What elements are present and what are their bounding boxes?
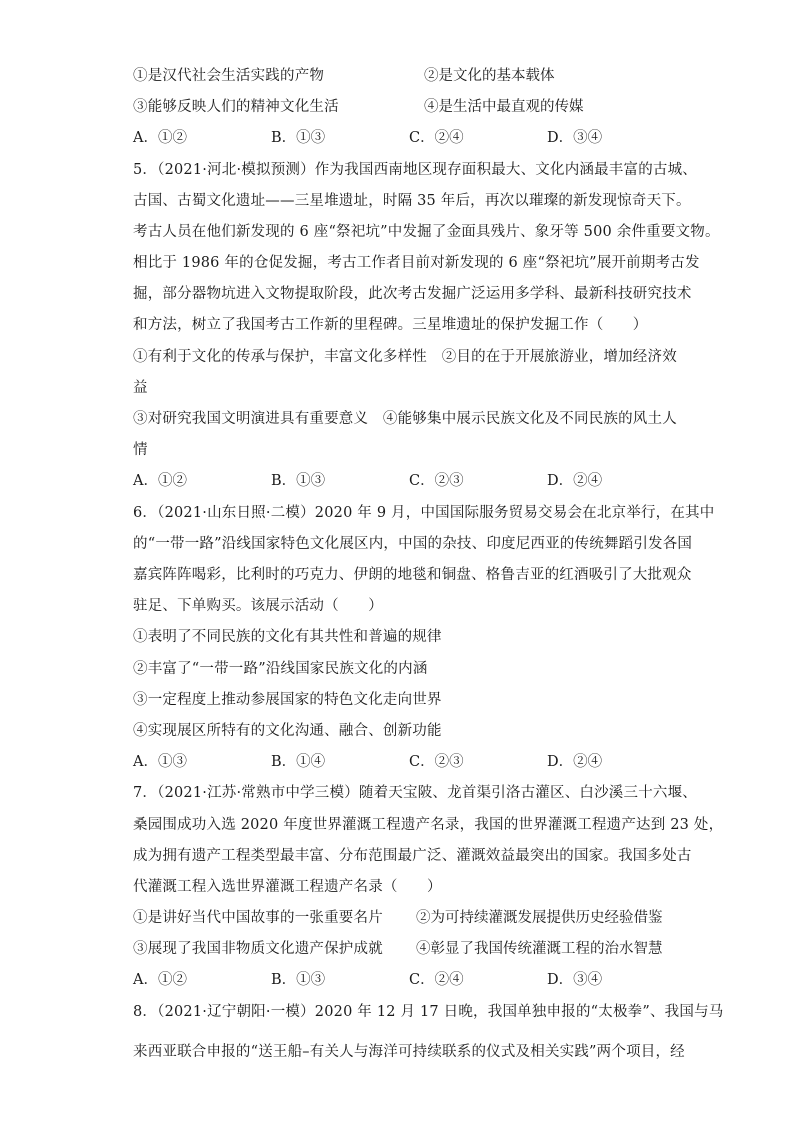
q7-answer-c: C．②④ bbox=[409, 972, 464, 988]
q7-answer-d: D．③④ bbox=[547, 972, 603, 988]
q4-option-2: ②是文化的基本载体 bbox=[424, 68, 555, 84]
q4-answer-a: A．①② bbox=[133, 130, 187, 146]
q5-answer-d: D．②④ bbox=[547, 473, 603, 489]
q6-answer-b: B．①④ bbox=[271, 754, 326, 770]
q5-answer-a: A．①② bbox=[133, 473, 187, 489]
q4-answer-c: C．②④ bbox=[409, 130, 464, 146]
q8-line-1: 8．（2021·辽宁朝阳·一模）2020 年 12 月 17 日晚，我国单独申报的“太极拳”、我国与马 bbox=[133, 1004, 724, 1020]
q5-line-1: 5．（2021·河北·模拟预测）作为我国西南地区现存面积最大、文化内涵最丰富的古城、 bbox=[133, 162, 697, 178]
q5-line-5: 掘，部分器物坑进入文物提取阶段，此次考古发掘广泛运用多学科、最新科技研究技术 bbox=[133, 286, 692, 302]
q7-option-1: ①是讲好当代中国故事的一张重要名片 bbox=[133, 910, 383, 926]
q6-line-6: ②丰富了“一带一路”沿线国家民族文化的内涵 bbox=[133, 661, 428, 677]
q7-option-2: ②为可持续灌溉发展提供历史经验借鉴 bbox=[416, 910, 663, 926]
q6-line-8: ④实现展区所特有的文化沟通、融合、创新功能 bbox=[133, 723, 442, 739]
q8-line-2: 来西亚联合申报的“送王船–有关人与海洋可持续联系的仪式及相关实践”两个项目，经 bbox=[133, 1044, 685, 1060]
q5-line-8: 益 bbox=[133, 380, 148, 396]
q5-line-3: 考古人员在他们新发现的 6 座“祭祀坑”中发掘了金面具残片、象牙等 500 余件重要文物。 bbox=[133, 224, 720, 240]
q5-answer-c: C．②③ bbox=[409, 473, 464, 489]
q6-answer-c: C．②③ bbox=[409, 754, 464, 770]
q7-line-3: 成为拥有遗产工程类型最丰富、分布范围最广泛、灌溉效益最突出的国家。我国多处古 bbox=[133, 848, 692, 864]
q7-line-4: 代灌溉工程入选世界灌溉工程遗产名录（ ） bbox=[133, 879, 442, 895]
q7-line-1: 7．（2021·江苏·常熟市中学三模）随着天宝陂、龙首渠引洛古灌区、白沙溪三十六堰、 bbox=[133, 785, 697, 801]
q4-answer-d: D．③④ bbox=[547, 130, 603, 146]
q7-option-4: ④彰显了我国传统灌溉工程的治水智慧 bbox=[416, 941, 663, 957]
q7-line-2: 桑园围成功入选 2020 年度世界灌溉工程遗产名录，我国的世界灌溉工程遗产达到 23 处， bbox=[133, 817, 724, 833]
q4-option-3: ③能够反映人们的精神文化生活 bbox=[133, 99, 339, 115]
q6-answer-d: D．②④ bbox=[547, 754, 603, 770]
q5-line-2: 古国、古蜀文化遗址——三星堆遗址，时隔 35 年后，再次以璀璨的新发现惊奇天下。 bbox=[133, 193, 691, 209]
q5-line-7: ①有利于文化的传承与保护，丰富文化多样性 ②目的在于开展旅游业，增加经济效 bbox=[133, 349, 677, 365]
q5-line-6: 和方法，树立了我国考古工作新的里程碑。三星堆遗址的保护发掘工作（ ） bbox=[133, 317, 648, 333]
q6-line-5: ①表明了不同民族的文化有其共性和普遍的规律 bbox=[133, 629, 442, 645]
q4-option-1: ①是汉代社会生活实践的产物 bbox=[133, 68, 325, 84]
q5-line-4: 相比于 1986 年的仓促发掘，考古工作者目前对新发现的 6 座“祭祀坑”展开前期考古发 bbox=[133, 255, 700, 271]
q4-option-4: ④是生活中最直观的传媒 bbox=[424, 99, 584, 115]
q6-line-1: 6．（2021·山东日照·二模）2020 年 9 月，中国国际服务贸易交易会在北京举行，在其中 bbox=[133, 505, 715, 521]
q5-line-10: 情 bbox=[133, 442, 148, 458]
q7-option-3: ③展现了我国非物质文化遗产保护成就 bbox=[133, 941, 383, 957]
q6-line-7: ③一定程度上推动参展国家的特色文化走向世界 bbox=[133, 692, 442, 708]
q6-answer-a: A．①③ bbox=[133, 754, 187, 770]
q5-answer-b: B．①③ bbox=[271, 473, 326, 489]
q4-answer-b: B．①③ bbox=[271, 130, 326, 146]
q6-line-2: 的“一带一路”沿线国家特色文化展区内，中国的杂技、印度尼西亚的传统舞蹈引发各国 bbox=[133, 536, 693, 552]
q7-answer-a: A．①② bbox=[133, 972, 187, 988]
q6-line-4: 驻足、下单购买。该展示活动（ ） bbox=[133, 598, 383, 614]
q7-answer-b: B．①③ bbox=[271, 972, 326, 988]
q5-line-9: ③对研究我国文明演进具有重要意义 ④能够集中展示民族文化及不同民族的风土人 bbox=[133, 411, 677, 427]
q6-line-3: 嘉宾阵阵喝彩，比利时的巧克力、伊朗的地毯和铜盘、格鲁吉亚的红酒吸引了大批观众 bbox=[133, 567, 692, 583]
